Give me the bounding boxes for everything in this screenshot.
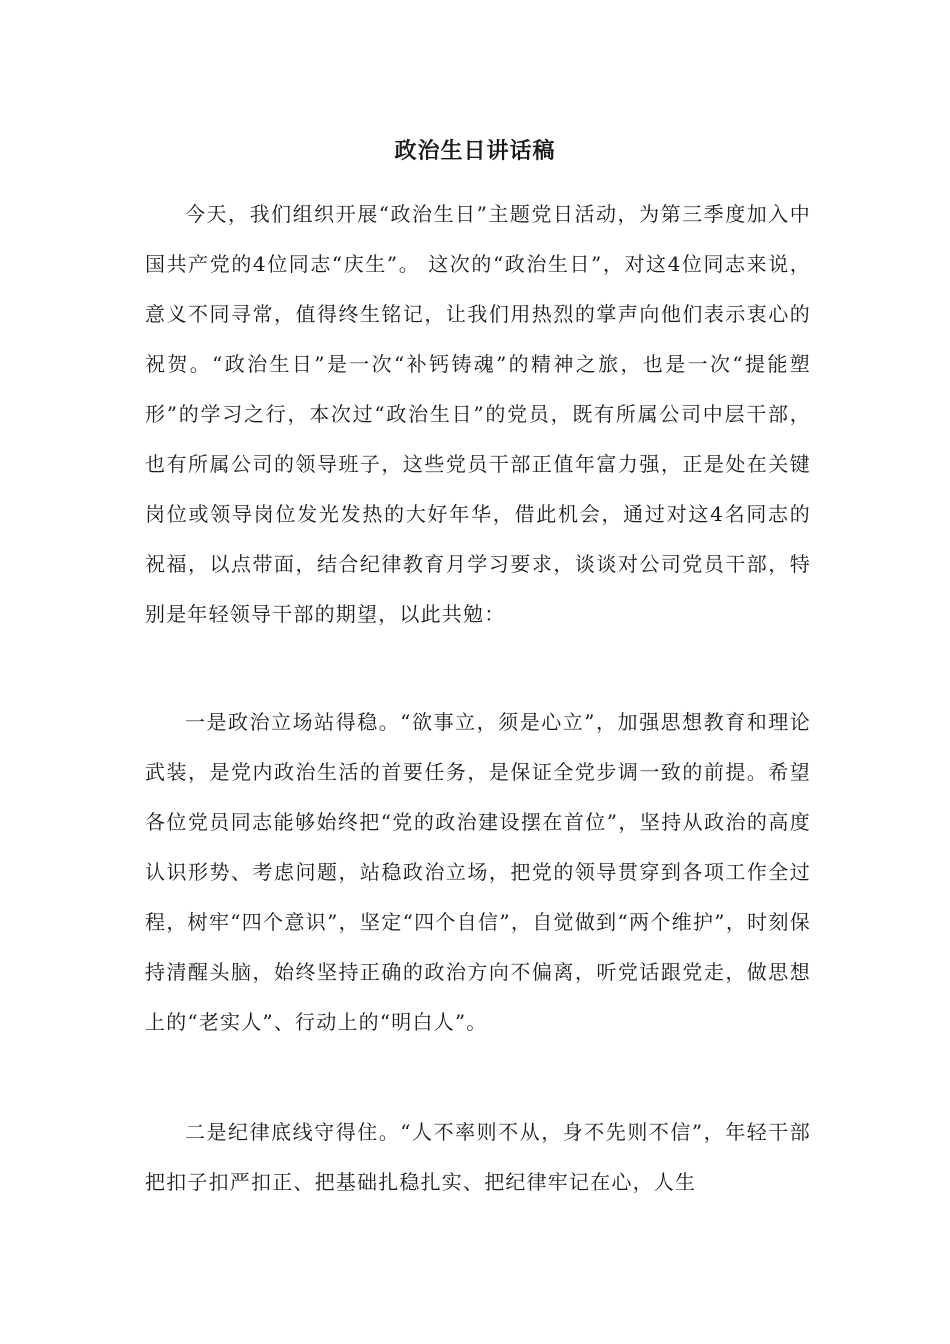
document-title: 政治生日讲话稿 [394, 139, 556, 164]
paragraph-political-stance: 一是政治立场站得稳。“欲事立，须是心立”，加强思想教育和理论武装，是党内政治生活的首要任务，是保证全党步调一致的前提。希望各位党员同志能够始终把“党的政治建设摆在首位”，坚持从政治的高度认识形势、考虑问题，站稳政治立场，把党的领导贯穿到各项工作全过程，树牢“四个意识”，坚定“四个自信”，自觉做到“两个维护”，时刻保持清醒头脑，始终坚持正确的政治方向不偏离，听党话跟党走，做思想上的“老实人”、行动上的“明白人”。 [145, 710, 811, 1034]
paragraph-discipline: 二是纪律底线守得住。“人不率则不从，身不先则不信”，年轻干部把扣子扣严扣正、把基础扎稳扎实、把纪律牢记在心，人生 [145, 1120, 811, 1194]
paragraph-intro: 今天，我们组织开展“政治生日”主题党日活动，为第三季度加入中国共产党的4位同志“庆生”。 这次的“政治生日”，对这4位同志来说，意义不同寻常，值得终生铭记，让我们用热烈的掌声向他们表示衷心的祝贺。“政治生日”是一次“补钙铸魂”的精神之旅，也是一次“提能塑形”的学习之行，本次过“政治生日”的党员，既有所属公司中层干部，也有所属公司的领导班子，这些党员干部正值年富力强，正是处在关键岗位或领导岗位发光发热的大好年华，借此机会，通过对这4名同志的祝福，以点带面，结合纪律教育月学习要求，谈谈对公司党员干部，特别是年轻领导干部的期望，以此共勉： [145, 202, 811, 626]
